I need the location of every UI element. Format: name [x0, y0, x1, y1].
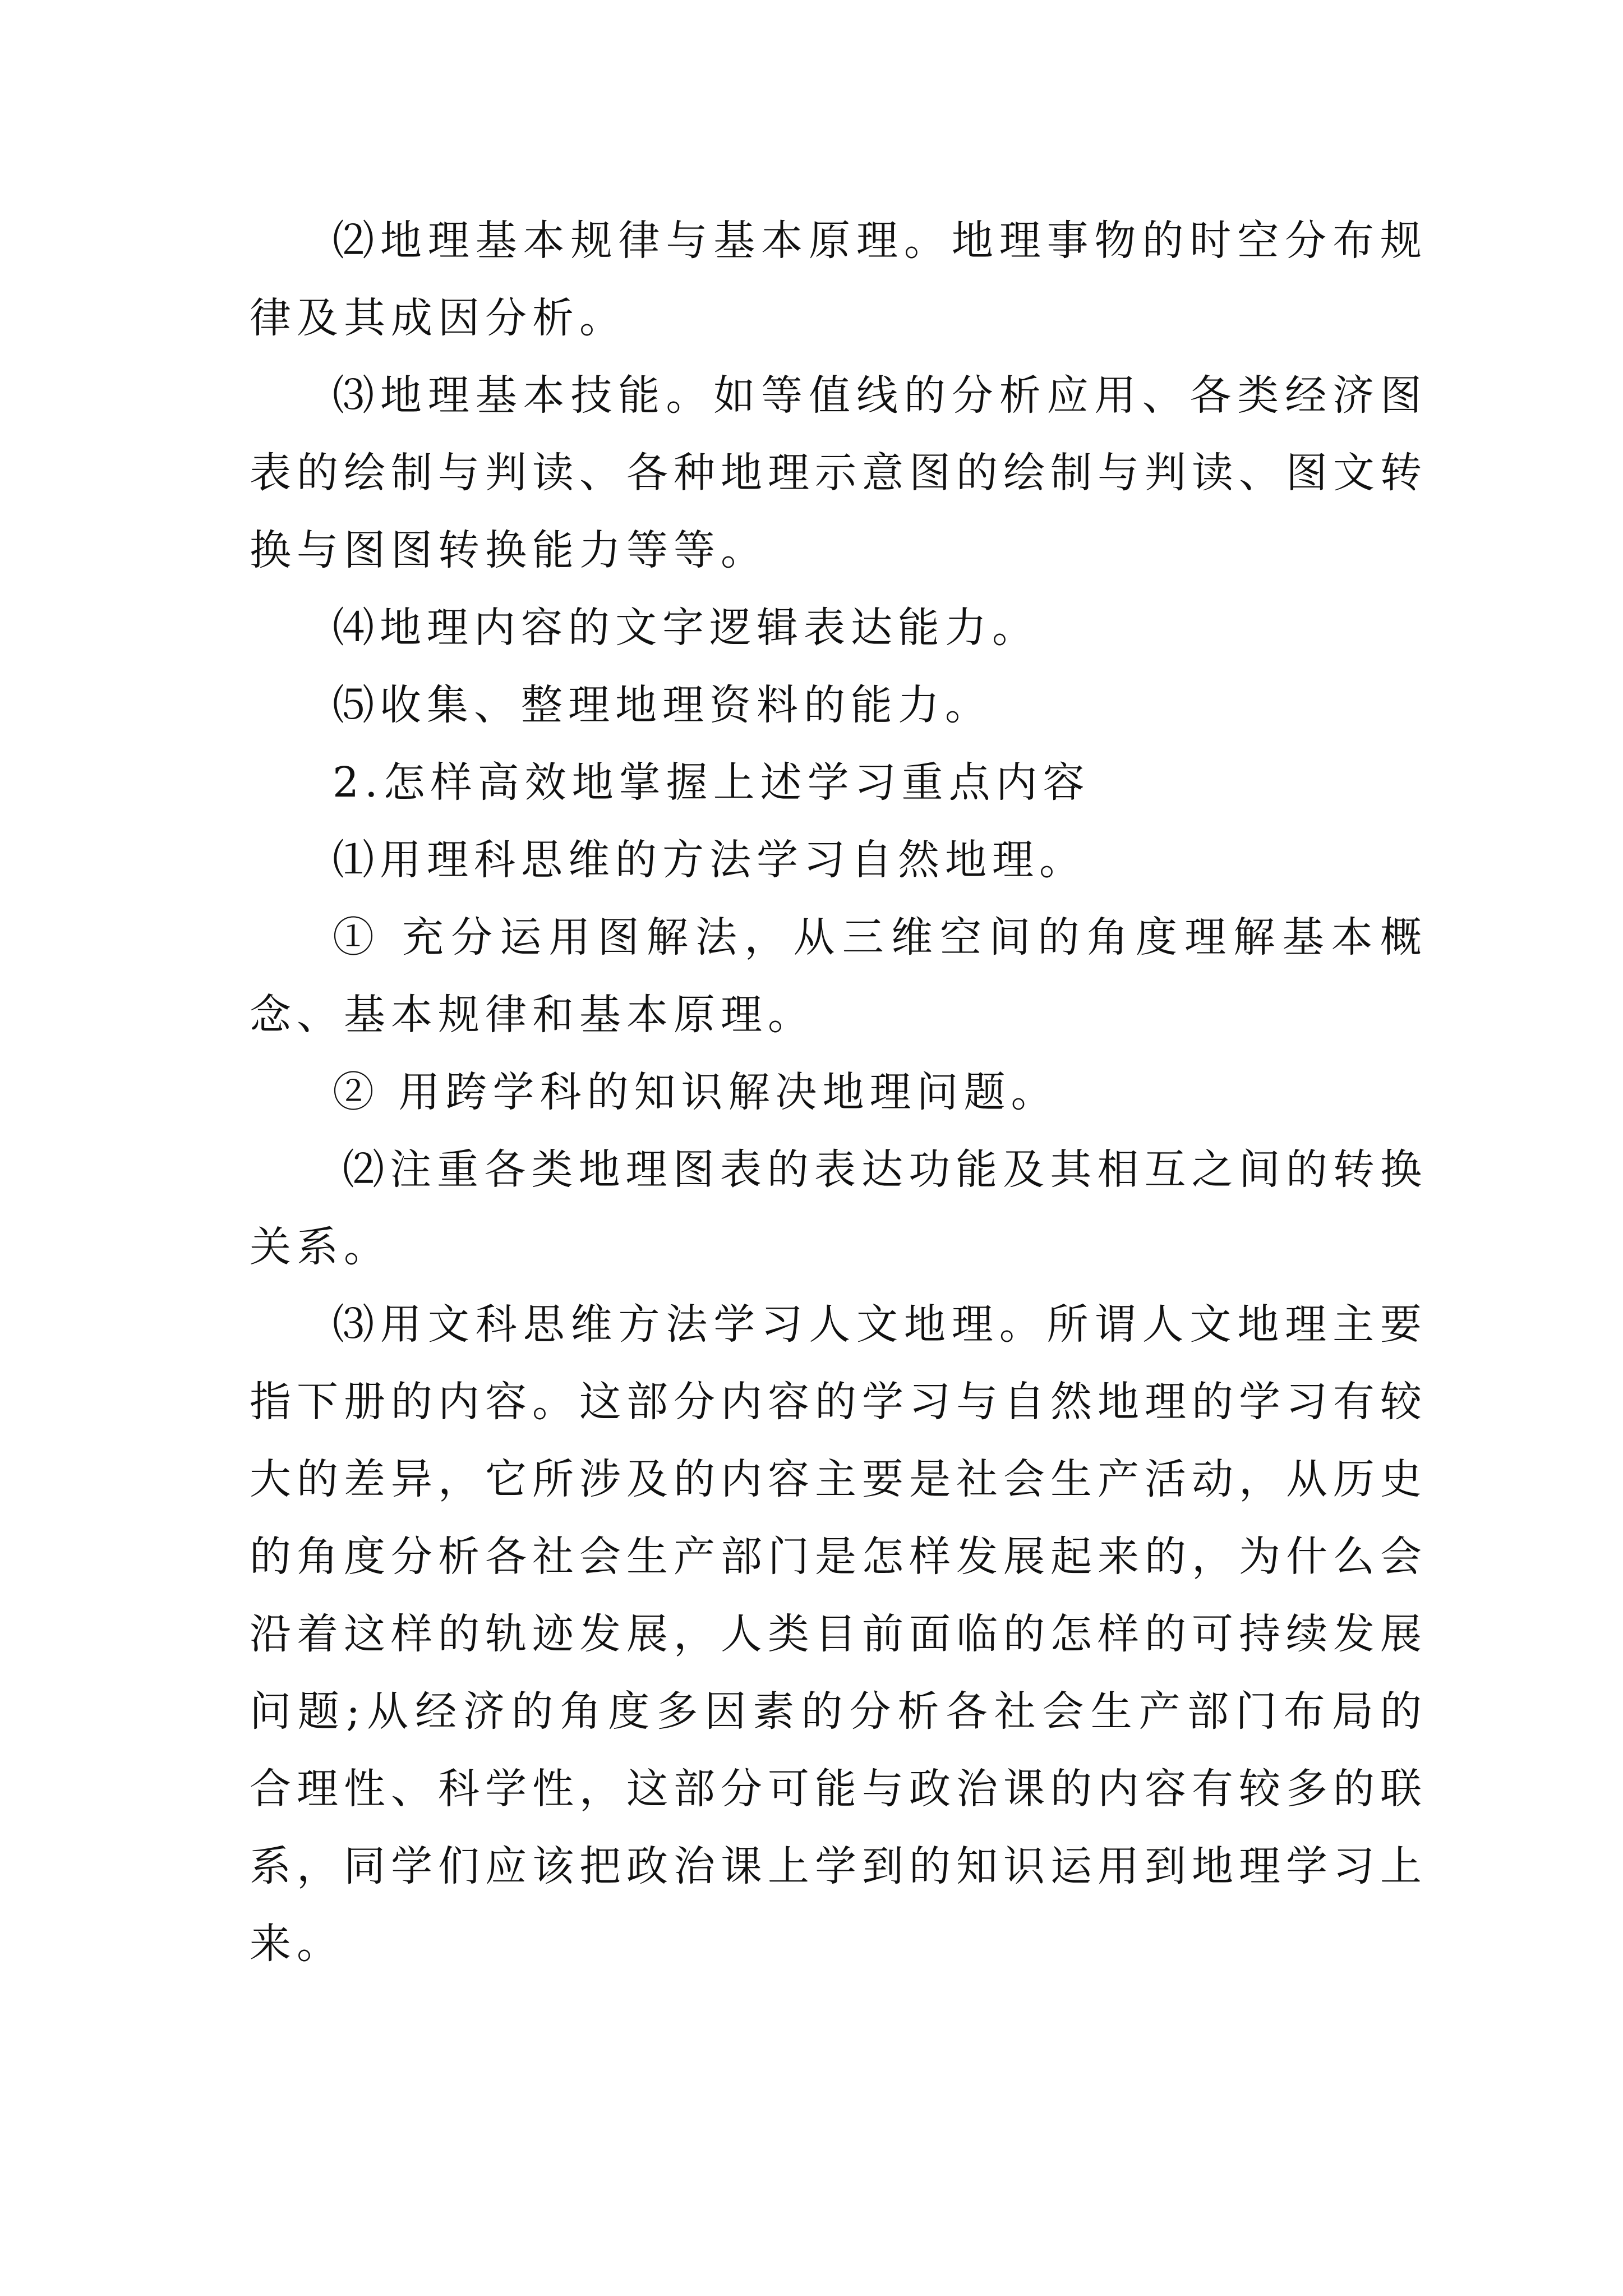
document-body	[250, 202, 1427, 1982]
paragraph-basic-laws: ⑵地理基本规律与基本原理。地理事物的时空分布规律及其成因分析。	[250, 217, 1427, 342]
paragraph-charts-conversion: ⑵注重各类地理图表的表达功能及其相互之间的转换关系。	[250, 1145, 1427, 1271]
paragraph-collect-materials: ⑸收集、整理地理资料的能力。	[333, 681, 992, 729]
paragraph-human-geography: ⑶用文科思维方法学习人文地理。所谓人文地理主要指下册的内容。这部分内容的学习与自然地理的学习有较大的差异，它所涉及的内容主要是社会生产活动，从历史的角度分析各社会生产部门是怎样发展起来的，为什么会沿着这样的轨迹发展，人类目前面临的怎样的可持续发展问题;从经济的角度多因素的分析各社会生产部门布局的合理性、科学性，这部分可能与政治课的内容有较多的联系，同学们应该把政治课上学到的知识运用到地理学习上来。	[250, 1300, 1427, 1968]
section-heading-efficient-learning: 2.怎样高效地掌握上述学习重点内容	[333, 758, 1090, 807]
paragraph-interdisciplinary: ② 用跨学科的知识解决地理问题。	[333, 1068, 1058, 1116]
paragraph-expression-ability: ⑷地理内容的文字逻辑表达能力。	[333, 604, 1039, 652]
paragraph-science-thinking: ⑴用理科思维的方法学习自然地理。	[333, 836, 1086, 884]
paragraph-diagram-method: ① 充分运用图解法，从三维空间的角度理解基本概念、基本规律和基本原理。	[250, 913, 1427, 1039]
paragraph-basic-skills: ⑶地理基本技能。如等值线的分析应用、各类经济图表的绘制与判读、各种地理示意图的绘制与判读、图文转换与图图转换能力等等。	[250, 371, 1427, 574]
